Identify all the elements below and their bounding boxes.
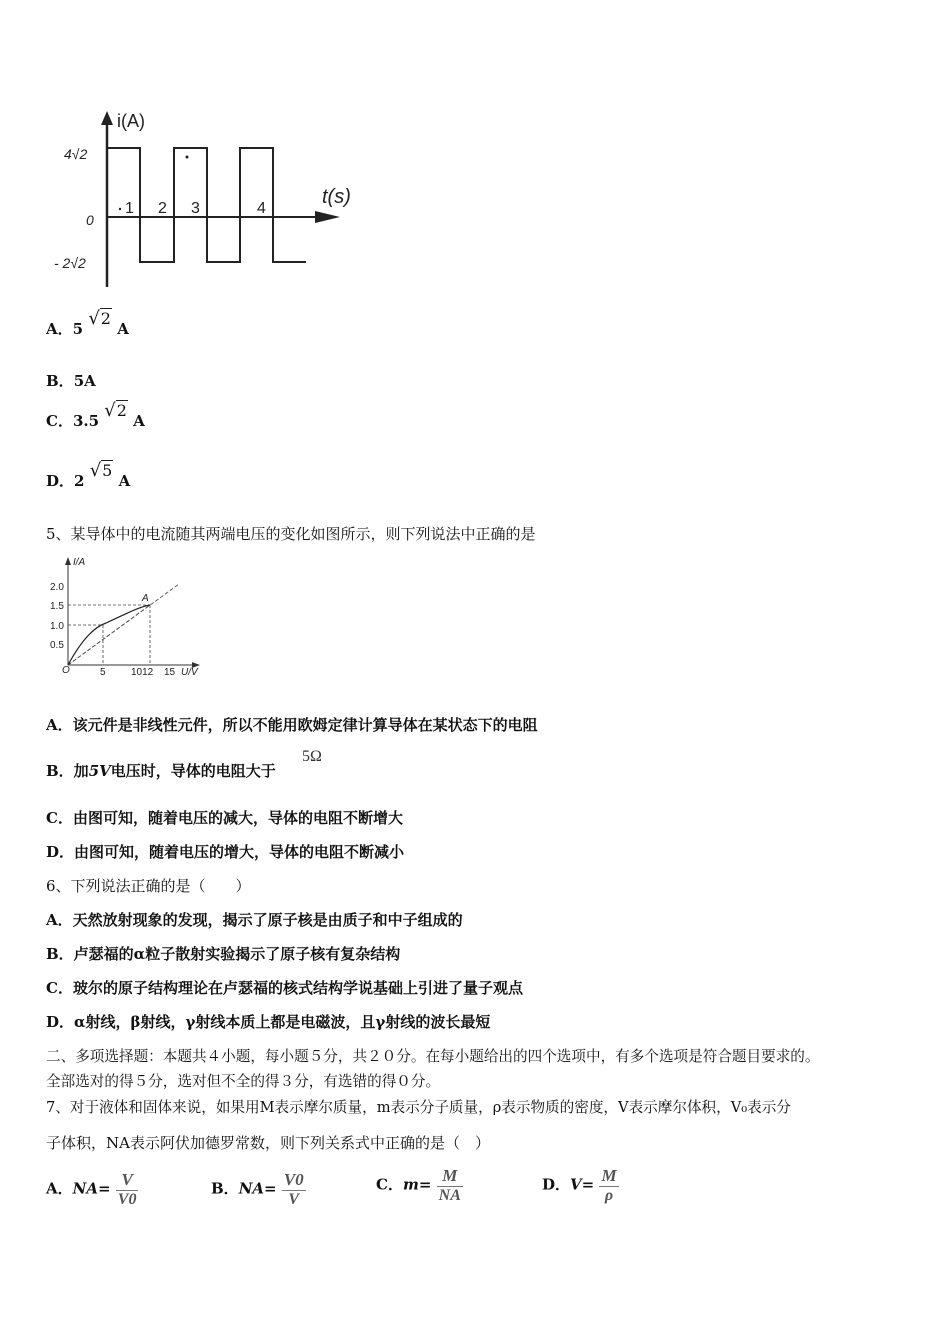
svg-text:I/A: I/A — [73, 557, 86, 568]
q5-option-b[interactable]: B．加5V电压时，导体的电阻大于 — [46, 762, 276, 780]
q7-option-b[interactable]: B．NA= $\frac{V0}{V}$ — [211, 1170, 304, 1208]
q6-option-a[interactable]: A．天然放射现象的发现，揭示了原子核是由质子和中子组成的 — [46, 911, 463, 929]
q7-line2: 子体积，NA表示阿伏加德罗常数，则下列关系式中正确的是（ ） — [46, 1134, 490, 1152]
q5-option-a[interactable]: A．该元件是非线性元件，所以不能用欧姆定律计算导体在某状态下的电阻 — [46, 716, 538, 734]
x-axis-label: t(s) — [322, 186, 351, 208]
y-axis-arrow — [101, 111, 113, 125]
fraction: $\frac{M}{NA}$ — [438, 1166, 461, 1204]
resistance-value: 5Ω — [302, 748, 322, 765]
q7-option-d[interactable]: D．V= $\frac{M}{\rho}$ — [542, 1166, 617, 1204]
section2-line1: 二、多项选择题：本题共４小题，每小题５分，共２０分。在每小题给出的四个选项中，有多个选项是符合题目要求的。 — [46, 1048, 820, 1065]
svg-text:A: A — [142, 593, 149, 604]
section2-line2: 全部选对的得５分，选对但不全的得３分，有选错的得０分。 — [46, 1073, 441, 1090]
q6-option-d[interactable]: D．α射线，β射线，γ射线本质上都是电磁波，且γ射线的波长最短 — [46, 1013, 491, 1031]
q7-option-a[interactable]: A．NA= $\frac{V}{V0}$ — [46, 1170, 137, 1208]
svg-text:0.5: 0.5 — [50, 640, 64, 651]
svg-text:2.0: 2.0 — [50, 582, 64, 593]
svg-text:O: O — [62, 665, 70, 676]
fraction: $\frac{V}{V0}$ — [117, 1170, 137, 1208]
y-tick-bottom: - 2√2 — [54, 255, 86, 271]
q4-option-b[interactable]: B．5A — [46, 372, 96, 390]
svg-text:1012: 1012 — [131, 667, 154, 678]
x-tick-3: 3 — [191, 200, 200, 217]
y-tick-top: 4√2 — [64, 146, 88, 162]
svg-text:5: 5 — [100, 667, 106, 678]
q6-option-c[interactable]: C．玻尔的原子结构理论在卢瑟福的核式结构学说基础上引进了量子观点 — [46, 979, 523, 997]
sqrt-symbol: √2 — [104, 400, 127, 421]
y-tick-zero: 0 — [86, 212, 94, 228]
q4-option-c[interactable]: C．3.5 √2 A — [46, 400, 145, 430]
x-tick-2: 2 — [158, 200, 167, 217]
current-time-graph — [50, 105, 390, 295]
sqrt-symbol: √2 — [88, 308, 111, 329]
x-tick-4: 4 — [257, 200, 266, 217]
fraction: $\frac{M}{\rho}$ — [601, 1166, 617, 1204]
svg-text:1.5: 1.5 — [50, 601, 64, 612]
q5-option-d[interactable]: D．由图可知，随着电压的增大，导体的电阻不断减小 — [46, 843, 405, 861]
q4-option-a[interactable]: A．5 √2 A — [46, 308, 129, 338]
x-axis-arrow — [315, 211, 340, 223]
q7-line1: 7、对于液体和固体来说，如果用M表示摩尔质量，m表示分子质量，ρ表示物质的密度，V表示摩尔体积，V₀表示分 — [46, 1099, 791, 1116]
iv-chart — [46, 553, 216, 681]
svg-text:U/V: U/V — [181, 667, 198, 678]
svg-text:15: 15 — [164, 667, 176, 678]
q4-option-d[interactable]: D．2 √5 A — [46, 460, 131, 490]
square-wave — [107, 148, 306, 262]
x-tick-1: 1 — [125, 200, 134, 217]
svg-text:1.0: 1.0 — [50, 621, 64, 632]
y-axis-label: i(A) — [117, 111, 145, 131]
sqrt-symbol: √5 — [89, 460, 113, 481]
q5-stem: 5、某导体中的电流随其两端电压的变化如图所示，则下列说法中正确的是 — [46, 525, 536, 543]
q5-option-c[interactable]: C．由图可知，随着电压的减大，导体的电阻不断增大 — [46, 809, 403, 827]
fraction: $\frac{V0}{V}$ — [283, 1170, 304, 1208]
q6-stem: 6、下列说法正确的是（ ） — [46, 877, 251, 895]
q6-option-b[interactable]: B．卢瑟福的α粒子散射实验揭示了原子核有复杂结构 — [46, 945, 401, 963]
q7-option-c[interactable]: C．m= $\frac{M}{NA}$ — [376, 1166, 461, 1204]
